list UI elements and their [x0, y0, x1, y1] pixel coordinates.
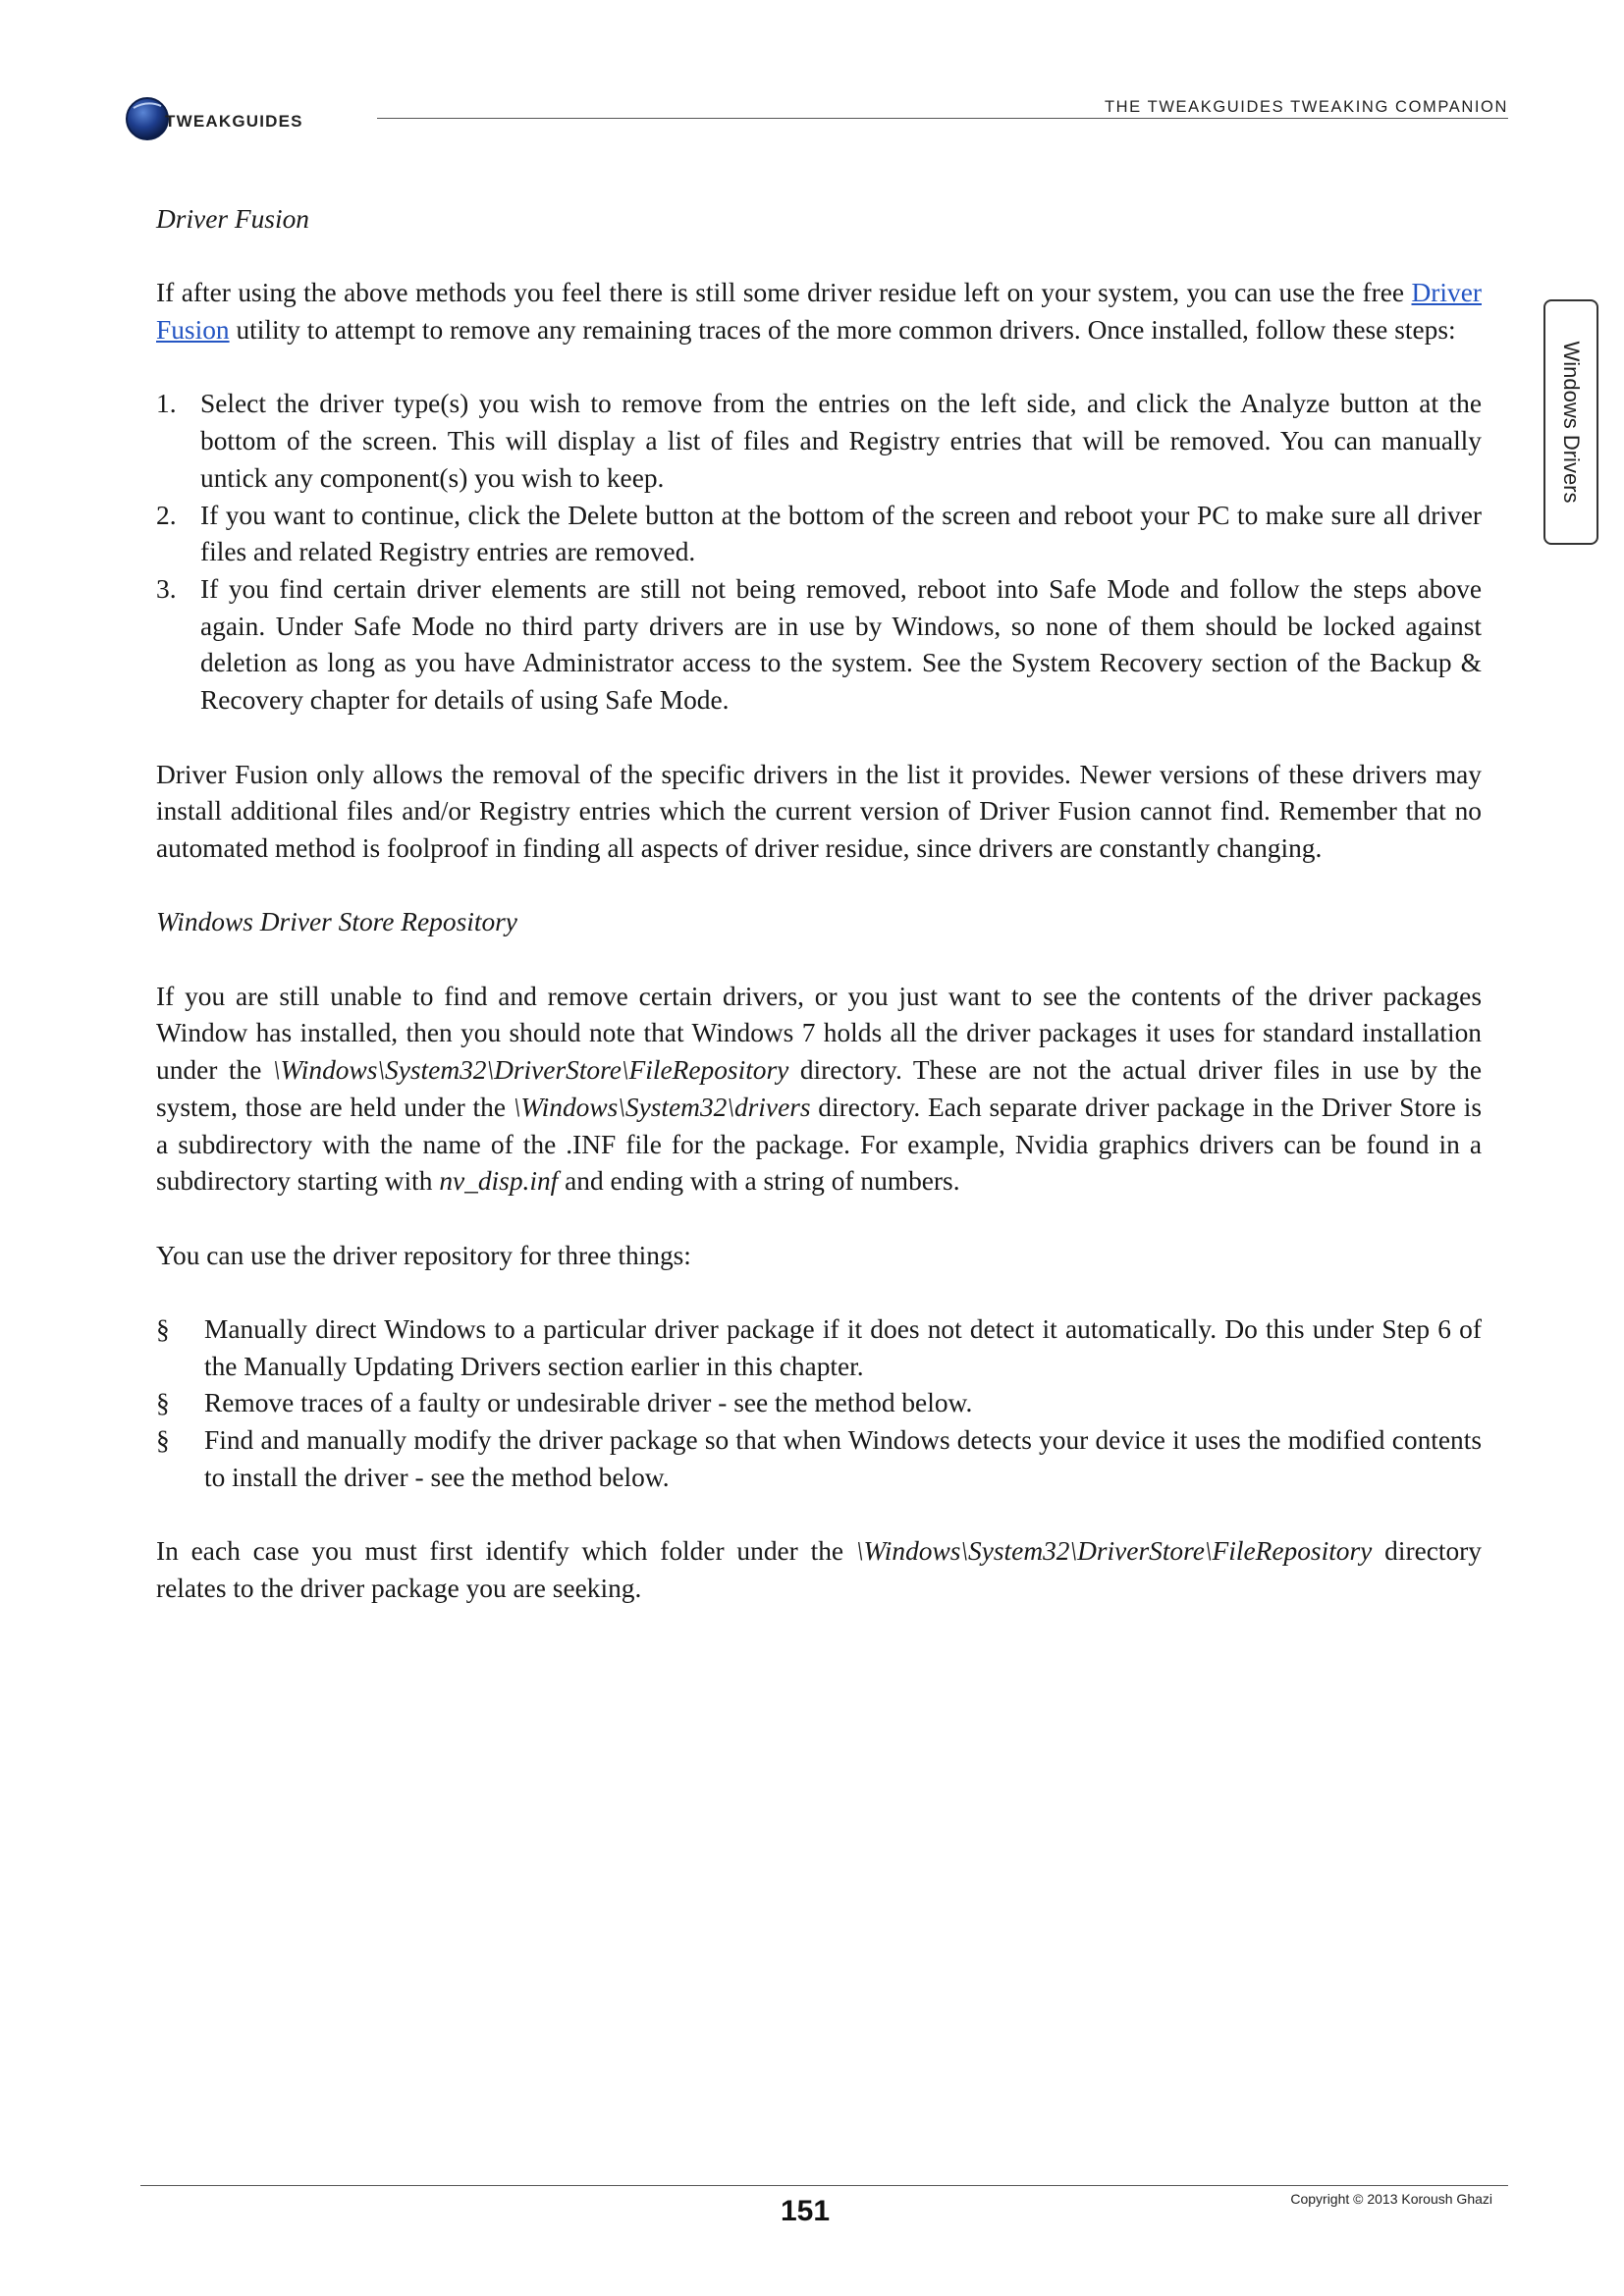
- chapter-side-tab-label: Windows Drivers: [1559, 341, 1584, 504]
- driver-fusion-link[interactable]: Driver Fusion: [156, 278, 1482, 346]
- list-item: 3. If you find certain driver elements are still not being removed, reboot into Safe Mode and follow the steps above again. Under Safe Mode no third party drivers are in use by Windows, so none of them should be locked against deletion as long as you have Administrator access to the system. See the System Recovery section of the Backup & Recovery chapter for details of using Safe Mode.: [156, 574, 1482, 716]
- footer-rule: [140, 2185, 1508, 2186]
- page-body: [156, 201, 1482, 1608]
- page-number: 151: [780, 2195, 831, 2227]
- copyright-notice: Copyright © 2013 Koroush Ghazi: [1290, 2191, 1492, 2207]
- file-repository-path: \Windows\System32\DriverStore\FileRepository: [272, 1055, 789, 1086]
- repository-uses-list: [156, 1311, 1482, 1497]
- tweakguides-logo: [124, 94, 359, 143]
- running-header-title: THE TWEAKGUIDES TWEAKING COMPANION: [1104, 98, 1508, 116]
- file-repository-path: \Windows\System32\DriverStore\FileRepository: [855, 1536, 1373, 1567]
- repository-uses-intro: You can use the driver repository for three things:: [156, 1240, 691, 1270]
- list-item: § Manually direct Windows to a particular driver package if it does not detect it automatically. Do this under Step 6 of the Manually Updating Drivers section earlier in this chapter.: [156, 1313, 1482, 1381]
- drivers-path: \Windows\System32\drivers: [513, 1092, 811, 1122]
- section-heading-driver-fusion: Driver Fusion: [156, 204, 309, 234]
- driver-fusion-closing: Driver Fusion only allows the removal of the specific drivers in the list it provides. Newer versions of these drivers may install additional files and/or Registry entries which the current version of Driver Fusion cannot find. Remember that no automated method is foolproof in finding all aspects of driver residue, since drivers are constantly changing.: [156, 759, 1482, 863]
- driver-fusion-intro: If after using the above methods you feel there is still some driver residue left on your system, you can use the free Driver Fusion utility to attempt to remove any remaining traces of the more common drivers. Once installed, follow these steps:: [156, 278, 1482, 346]
- chapter-side-tab: [1543, 299, 1598, 545]
- driver-fusion-steps: [156, 386, 1482, 719]
- list-item: § Remove traces of a faulty or undesirable driver - see the method below.: [156, 1388, 973, 1418]
- list-item: § Find and manually modify the driver package so that when Windows detects your device it uses the modified contents to install the driver - see the method below.: [156, 1425, 1482, 1492]
- identify-folder-paragraph: In each case you must first identify which folder under the \Windows\System32\DriverStore\FileRepository directory relates to the driver package you are seeking.: [156, 1536, 1483, 1603]
- logo-text: TWEAKGUIDES: [165, 112, 303, 131]
- inf-filename: nv_disp.inf: [439, 1166, 559, 1197]
- header-rule: [377, 118, 1508, 119]
- section-heading-driver-store: Windows Driver Store Repository: [156, 907, 517, 937]
- list-item: 2. If you want to continue, click the Delete button at the bottom of the screen and reboot your PC to make sure all driver files and related Registry entries are removed.: [156, 500, 1482, 567]
- driver-store-paragraph: If you are still unable to find and remove certain drivers, or you just want to see the contents of the driver packages Window has installed, then you should note that Windows 7 holds all the driver packages it uses for standard installation under the \Windows\System32\DriverStore\FileRepository directory. These are not the actual driver files in use by the system, those are held under the \Windows\System32\drivers directory. Each separate driver package in the Driver Store is a subdirectory with the name of the .INF file for the package. For example, Nvidia graphics drivers can be found in a subdirectory starting with nv_disp.inf and ending with a string of numbers.: [156, 981, 1482, 1197]
- list-item: 1. Select the driver type(s) you wish to remove from the entries on the left side, and click the Analyze button at the bottom of the screen. This will display a list of files and Registry entries that will be removed. You can manually untick any component(s) you wish to keep.: [156, 389, 1482, 493]
